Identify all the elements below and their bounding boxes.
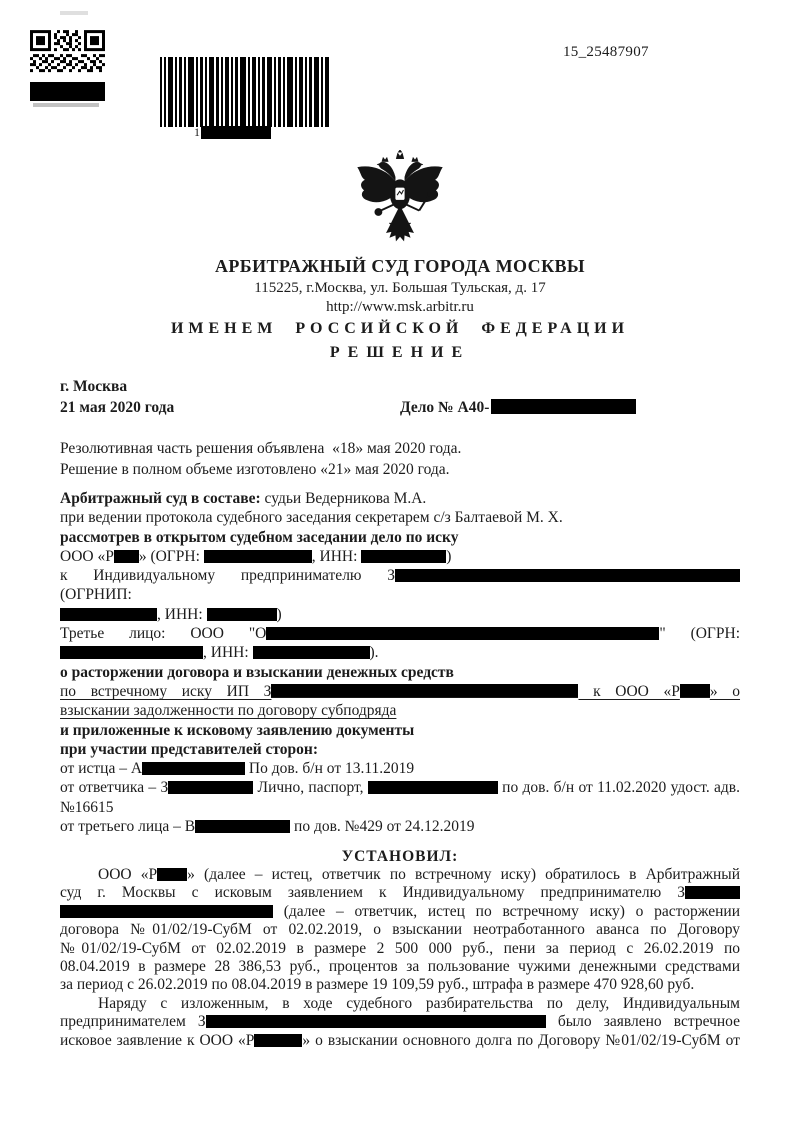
redaction-bar [271, 684, 578, 698]
qr-redaction-bar [30, 82, 105, 101]
redaction-bar [60, 905, 273, 918]
text-segment: судьи Ведерникова М.А. [260, 490, 427, 507]
text-segment: и приложенные к исковому заявлению документы [60, 721, 415, 739]
text-segment: " (ОГРН: [659, 625, 741, 643]
case-number-label: Дело № А40- [400, 399, 490, 416]
coat-of-arms-icon [352, 150, 448, 250]
text-line [60, 459, 740, 480]
text-segment: предпринимателем З [60, 1013, 206, 1031]
text-segment: рассмотрев в открытом судебном заседании дело по иску [60, 528, 459, 546]
redaction-bar [253, 646, 370, 659]
redaction-bar [168, 781, 253, 794]
date-case-row [60, 399, 740, 417]
text-line [60, 884, 740, 902]
barcode-number [194, 125, 271, 140]
text-line [60, 508, 740, 527]
text-segment: Третье лицо: ООО "О [60, 625, 267, 643]
text-segment: при участии представителей сторон: [60, 740, 319, 758]
text-segment: к ООО «Р [578, 682, 680, 700]
text-line [60, 921, 740, 939]
text-segment: от истца – А [60, 760, 143, 778]
text-line [60, 866, 740, 884]
court-name: АРБИТРАЖНЫЙ СУД ГОРОДА МОСКВЫ [214, 256, 586, 276]
text-segment: ) [446, 547, 452, 565]
text-segment: к Индивидуальному предпринимателю З [60, 567, 395, 585]
text-line [60, 566, 740, 605]
redaction-bar [204, 550, 312, 563]
redaction-bar [114, 550, 139, 563]
redaction-bar [685, 886, 740, 899]
scan-noise [60, 11, 88, 15]
qr-code-pattern [30, 30, 105, 83]
text-segment: ) [276, 605, 282, 623]
redaction-bar [368, 781, 498, 794]
text-segment: » о [709, 682, 741, 700]
text-line [60, 605, 740, 624]
text-segment: ). [369, 644, 379, 662]
text-line [60, 798, 740, 817]
redaction-bar [195, 820, 290, 833]
redaction-bar [680, 684, 710, 698]
text-line [60, 903, 740, 921]
redaction-bar [361, 550, 446, 563]
text-segment: от третьего лица – В [60, 818, 196, 836]
text-segment: , ИНН: [157, 605, 207, 623]
text-segment: Решение в полном объеме изготовлено «21» мая 2020 года. [60, 461, 450, 478]
text-segment: Арбитражный суд в составе: [60, 490, 261, 507]
decision-date: 21 мая 2020 года [60, 399, 175, 416]
text-segment: договора №01/02/19-СубМ от 02.02.2019, о взыскании неотработанного аванса по Договору [60, 921, 740, 939]
case-number-redaction [491, 399, 636, 414]
redaction-bar [254, 1034, 302, 1047]
text-line [60, 1032, 740, 1050]
text-segment: от ответчика – З [60, 779, 169, 797]
text-line [60, 778, 740, 797]
redaction-bar [206, 1015, 546, 1028]
text-segment: №01/02/19-СубМ от 02.02.2019 в размере 2 500 000 руб., пени за период с 26.02.2019 по [60, 939, 740, 957]
text-line [60, 817, 740, 836]
text-segment: взыскании задолженности по договору субподряда [60, 702, 397, 720]
text-line [60, 547, 740, 566]
text-segment: 08.04.2019 в размере 28 386,53 руб., процентов за пользование чужими денежными средствами [60, 958, 740, 976]
decision-title: РЕШЕНИЕ [329, 344, 471, 361]
case-number [400, 399, 636, 417]
text-segment: (ОГРНИП: [60, 586, 132, 604]
text-line [60, 940, 740, 958]
text-line [60, 721, 740, 740]
text-segment: суд г. Москвы с исковым заявлением к Индивидуальному предпринимателю З [60, 884, 685, 902]
established-body [60, 866, 740, 1050]
barcode [160, 57, 330, 132]
redaction-bar [266, 627, 659, 640]
composition-block [60, 489, 740, 836]
redaction-bar [60, 646, 203, 659]
text-segment: по дов. б/н от 11.02.2020 удост. адв. [497, 779, 740, 797]
text-segment: исковое заявление к ООО «Р [60, 1031, 255, 1049]
text-segment: » (ОГРН: [138, 547, 204, 565]
text-segment: при ведении протокола судебного заседания секретарем с/з Балтаевой М. Х. [60, 509, 563, 527]
text-line [60, 438, 740, 459]
barcode-number-digit: 1 [194, 125, 200, 139]
text-segment: , ИНН: [311, 547, 362, 565]
text-line [60, 740, 740, 759]
text-segment: №16615 [60, 798, 114, 816]
text-segment: за период с 26.02.2019 по 08.04.2019 в размере 19 109,59 руб., штрафа в размере 470 928,60 руб. [60, 976, 695, 994]
text-segment: по дов. №429 от 24.12.2019 [290, 818, 475, 836]
text-line [60, 976, 740, 994]
text-segment: » о взыскании основного долга по Договору №01/02/19-СубМ от [302, 1031, 741, 1049]
barcode-number-redaction [201, 126, 271, 139]
text-line [60, 759, 740, 778]
text-line [60, 958, 740, 976]
text-line [60, 682, 740, 701]
qr-caption-residue [33, 103, 99, 107]
text-segment: о расторжении договора и взыскании денежных средств [60, 663, 454, 681]
court-website: http://www.msk.arbitr.ru [326, 299, 474, 315]
redaction-bar [395, 569, 740, 582]
document-header [0, 150, 800, 362]
text-segment: Наряду с изложенным, в ходе судебного разбирательства по делу, Индивидуальным [98, 994, 740, 1012]
redaction-bar [207, 608, 277, 621]
text-line [60, 643, 740, 662]
barcode-bars [160, 57, 330, 127]
text-segment: По дов. б/н от 13.11.2019 [245, 760, 415, 778]
in-the-name-title: ИМЕНЕМ РОССИЙСКОЙ ФЕДЕРАЦИИ [170, 320, 630, 337]
text-segment: Резолютивная часть решения объявлена «18» мая 2020 года. [60, 440, 462, 457]
text-segment: » (далее – истец, ответчик по встречному иску) обратилось в Арбитражный [187, 866, 740, 883]
redaction-bar [60, 608, 157, 621]
text-segment: по встречному иску ИП З [60, 682, 272, 700]
text-line [60, 663, 740, 682]
redaction-bar [142, 762, 245, 775]
text-segment: ООО «Р [60, 547, 114, 565]
court-address: 115225, г.Москва, ул. Большая Тульская, д. 17 [254, 280, 546, 296]
qr-code [30, 30, 105, 107]
text-segment: Лично, паспорт, [253, 779, 368, 797]
redaction-bar [157, 868, 187, 881]
city-line: г. Москва [60, 378, 128, 395]
text-segment: ООО «Р [98, 866, 158, 883]
text-line [60, 489, 740, 508]
text-line [60, 995, 740, 1013]
established-heading: УСТАНОВИЛ: [341, 848, 459, 865]
text-segment: , ИНН: [203, 644, 253, 662]
text-segment: (далее – ответчик, истец по встречному иску) о расторжении [273, 902, 740, 920]
announcement-block [60, 438, 740, 480]
text-segment: было заявлено встречное [545, 1013, 741, 1031]
text-line [60, 528, 740, 547]
text-line [60, 701, 740, 720]
corner-document-id: 15_25487907 [563, 44, 649, 60]
text-line [60, 624, 740, 643]
text-line [60, 1013, 740, 1031]
